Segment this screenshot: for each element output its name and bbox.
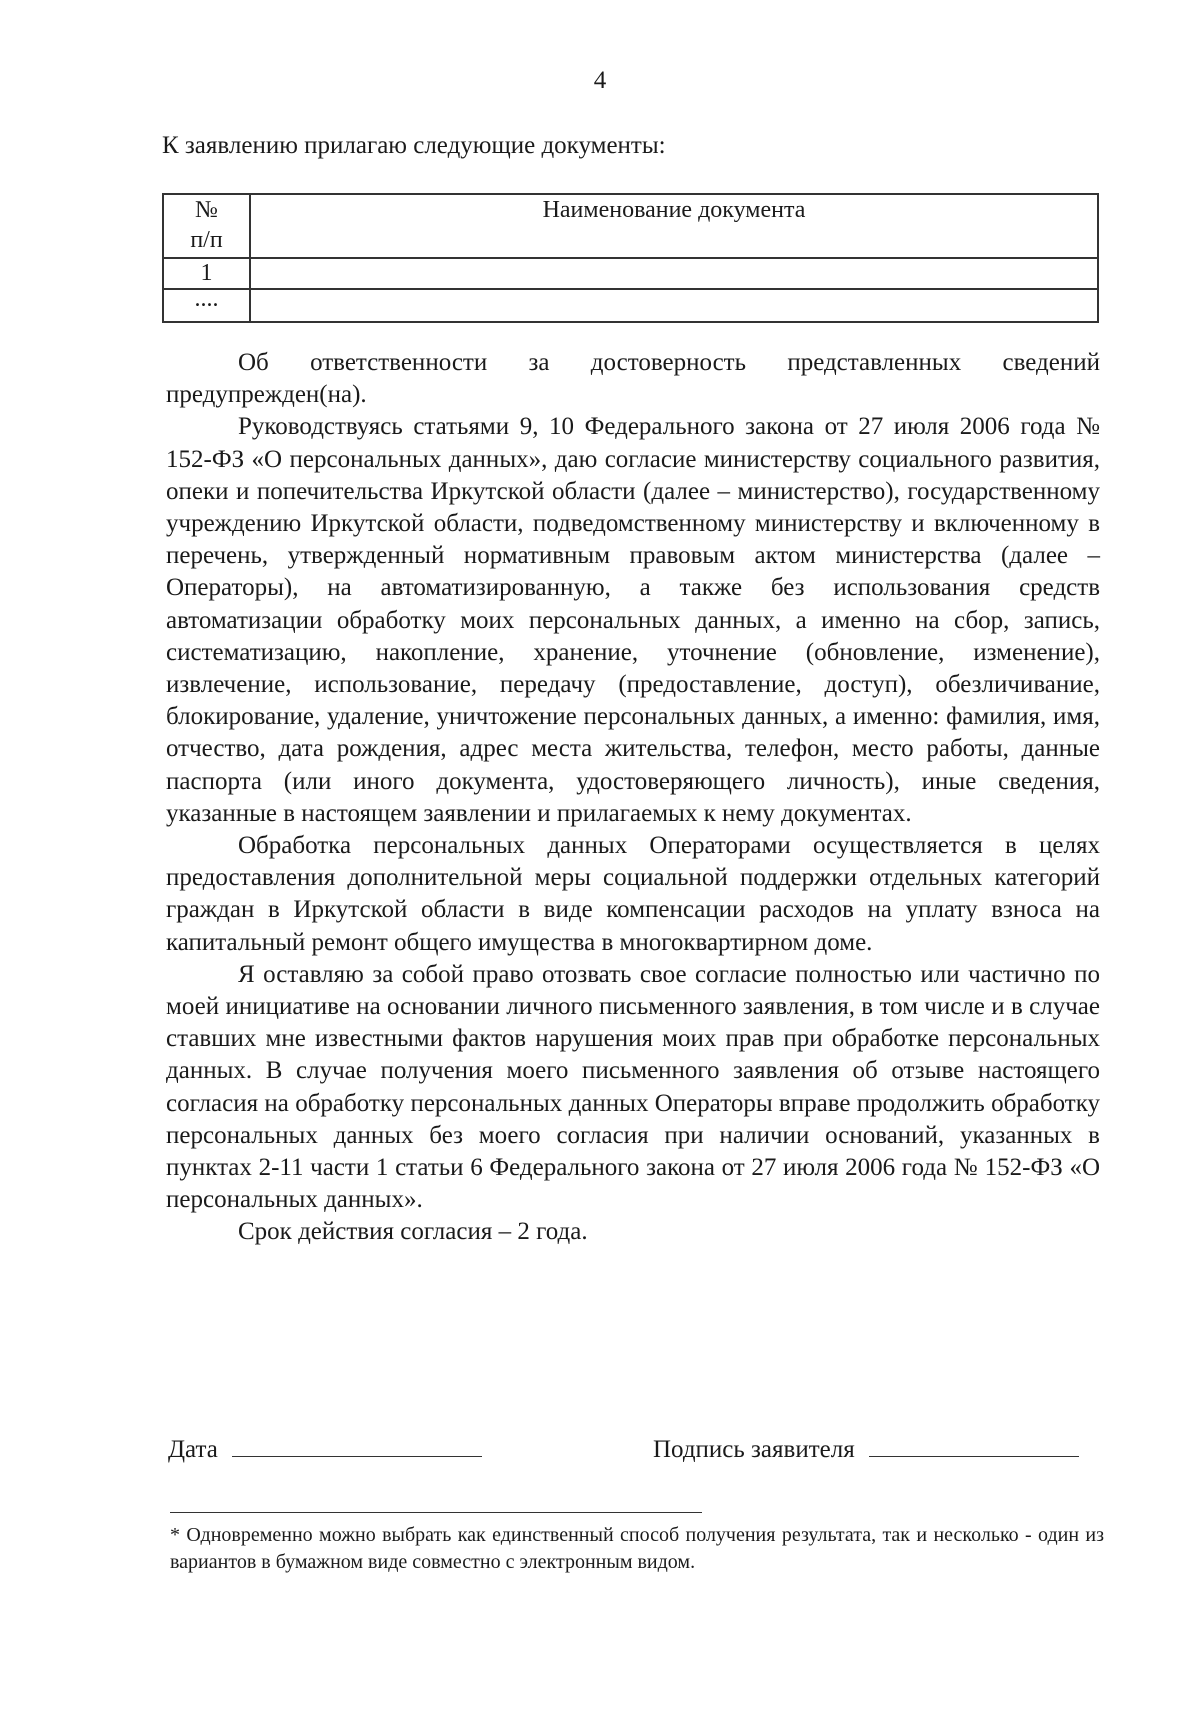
signature-block: [653, 1432, 1079, 1466]
table-row: [163, 289, 1098, 322]
signature-blank-line[interactable]: [869, 1432, 1079, 1457]
header-num-pp: п/п: [190, 227, 223, 253]
date-label: Дата: [168, 1436, 218, 1463]
footnote-divider: [170, 1512, 702, 1513]
date-blank-line[interactable]: [232, 1432, 482, 1457]
table-row: [163, 258, 1098, 289]
paragraph-consent: Руководствуясь статьями 9, 10 Федерального закона от 27 июля 2006 года № 152-ФЗ «О персональных данных», даю согласие министерству социального развития, опеки и попечительства Иркутской области (далее – министерство), государственному учреждению Иркутской области, подведомственному министерству и включенному в перечень, утвержденный нормативным правовым актом министерства (далее – Операторы), на автоматизированную, а также без использования средств автоматизации обработку моих персональных данных, а именно на сбор, запись, систематизацию, накопление, хранение, уточнение (обновление, изменение), извлечение, использование, передачу (предоставление, доступ), обезличивание, блокирование, удаление, уничтожение персональных данных, а именно: фамилия, имя, отчество, дата рождения, адрес места жительства, телефон, место работы, данные паспорта (или иного документа, удостоверяющего личность), иные сведения, указанные в настоящем заявлении и прилагаемых к нему документах.: [166, 413, 1100, 827]
paragraph-validity: Срок действия согласия – 2 года.: [238, 1218, 588, 1246]
footnote: * Одновременно можно выбрать как единственный способ получения результата, так и несколько - один из вариантов в бумажном виде совместно с электронным видом.: [170, 1524, 1104, 1573]
header-num-sign: №: [195, 197, 218, 223]
paragraph-responsibility: Об ответственности за достоверность представленных сведений предупрежден(на).: [166, 349, 1100, 409]
signature-label: Подпись заявителя: [653, 1436, 855, 1463]
page-number: 4: [593, 67, 607, 94]
table-header-row: [163, 194, 1098, 258]
document-body: [166, 347, 1100, 1249]
row-name-cell[interactable]: [250, 258, 1098, 289]
row-num-cell: 1: [163, 258, 250, 289]
header-name-cell: Наименование документа: [250, 194, 1098, 258]
row-num-cell: ....: [163, 289, 250, 322]
documents-table: [162, 193, 1099, 323]
date-block: [168, 1432, 482, 1466]
attachments-intro: К заявлению прилагаю следующие документы:: [162, 132, 666, 159]
paragraph-purpose: Обработка персональных данных Операторами осуществляется в целях предоставления дополнительной меры социальной поддержки отдельных категорий граждан в Иркутской области в виде компенсации расходов на уплату взноса на капитальный ремонт общего имущества в многоквартирном доме.: [166, 832, 1100, 956]
paragraph-withdrawal: Я оставляю за собой право отозвать свое согласие полностью или частично по моей инициативе на основании личного письменного заявления, в том числе и в случае ставших мне известными фактов нарушения моих прав при обработке персональных данных. В случае получения моего письменного заявления об отзыве настоящего согласия на обработку персональных данных Операторы вправе продолжить обработку персональных данных без моего согласия при наличии оснований, указанных в пунктах 2-11 части 1 статьи 6 Федерального закона от 27 июля 2006 года № 152-ФЗ «О персональных данных».: [166, 960, 1100, 1214]
row-name-cell[interactable]: [250, 289, 1098, 322]
header-num-cell: [163, 194, 250, 258]
